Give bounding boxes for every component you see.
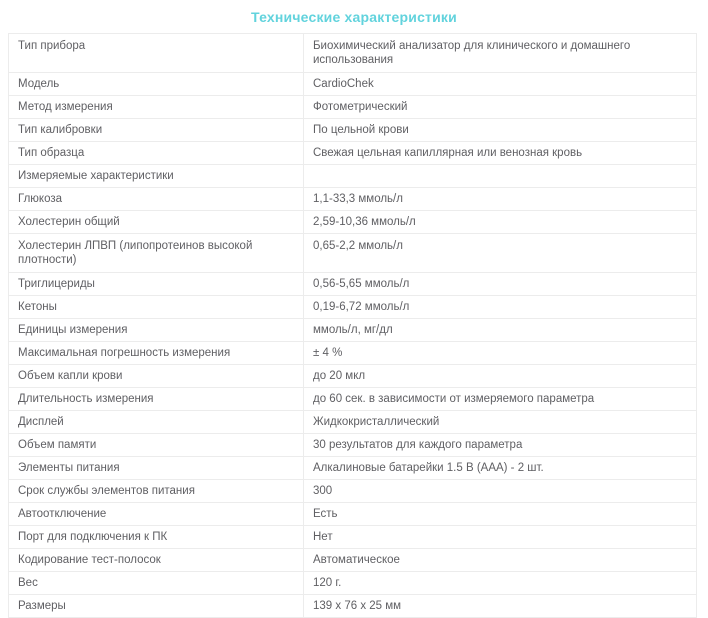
table-row (9, 388, 697, 411)
spec-table-body (9, 34, 697, 618)
spec-value-cell: 0,56-5,65 ммоль/л (304, 273, 697, 296)
spec-value-cell: CardioChek (304, 73, 697, 96)
spec-parameter-cell: Объем памяти (9, 434, 304, 457)
table-row (9, 188, 697, 211)
spec-value-cell: ± 4 % (304, 342, 697, 365)
spec-parameter-cell: Триглицериды (9, 273, 304, 296)
spec-parameter-cell: Кодирование тест-полосок (9, 549, 304, 572)
table-row (9, 526, 697, 549)
spec-value-cell: 139 x 76 x 25 мм (304, 595, 697, 618)
table-row (9, 96, 697, 119)
technical-specifications-table (8, 33, 697, 618)
spec-parameter-cell: Тип образца (9, 142, 304, 165)
table-row (9, 296, 697, 319)
table-row (9, 434, 697, 457)
table-row (9, 342, 697, 365)
spec-value-cell: Жидкокристаллический (304, 411, 697, 434)
spec-value-cell: 2,59-10,36 ммоль/л (304, 211, 697, 234)
table-row (9, 142, 697, 165)
spec-parameter-cell: Размеры (9, 595, 304, 618)
spec-parameter-cell: Тип прибора (9, 34, 304, 73)
spec-value-cell: Есть (304, 503, 697, 526)
spec-parameter-cell: Порт для подключения к ПК (9, 526, 304, 549)
page-title: Технические характеристики (251, 9, 457, 25)
spec-value-cell: Биохимический анализатор для клинического и домашнего использования (304, 34, 697, 73)
spec-value-cell: ммоль/л, мг/дл (304, 319, 697, 342)
spec-parameter-cell: Тип калибровки (9, 119, 304, 142)
spec-parameter-cell: Объем капли крови (9, 365, 304, 388)
spec-parameter-cell: Кетоны (9, 296, 304, 319)
spec-value-cell: до 60 сек. в зависимости от измеряемого параметра (304, 388, 697, 411)
spec-parameter-cell: Единицы измерения (9, 319, 304, 342)
spec-parameter-cell: Дисплей (9, 411, 304, 434)
spec-parameter-cell: Автоотключение (9, 503, 304, 526)
table-row (9, 480, 697, 503)
table-row (9, 549, 697, 572)
spec-value-cell: По цельной крови (304, 119, 697, 142)
spec-parameter-cell: Глюкоза (9, 188, 304, 211)
spec-table-container (0, 33, 708, 618)
spec-value-cell: 120 г. (304, 572, 697, 595)
table-row (9, 457, 697, 480)
spec-parameter-cell: Вес (9, 572, 304, 595)
spec-parameter-cell: Холестерин общий (9, 211, 304, 234)
spec-parameter-cell: Элементы питания (9, 457, 304, 480)
spec-value-cell: Алкалиновые батарейки 1.5 В (AAA) - 2 шт. (304, 457, 697, 480)
spec-value-cell: 0,65-2,2 ммоль/л (304, 234, 697, 273)
table-row (9, 319, 697, 342)
table-row (9, 411, 697, 434)
table-row (9, 595, 697, 618)
spec-value-cell: Нет (304, 526, 697, 549)
table-row (9, 119, 697, 142)
spec-parameter-cell: Модель (9, 73, 304, 96)
spec-value-cell (304, 165, 697, 188)
table-row (9, 34, 697, 73)
table-row (9, 273, 697, 296)
spec-value-cell: Фотометрический (304, 96, 697, 119)
table-row (9, 211, 697, 234)
table-row (9, 365, 697, 388)
spec-value-cell: 1,1-33,3 ммоль/л (304, 188, 697, 211)
spec-value-cell: Автоматическое (304, 549, 697, 572)
spec-parameter-cell: Метод измерения (9, 96, 304, 119)
table-row (9, 165, 697, 188)
table-row (9, 503, 697, 526)
spec-parameter-cell: Длительность измерения (9, 388, 304, 411)
spec-value-cell: Свежая цельная капиллярная или венозная кровь (304, 142, 697, 165)
table-row (9, 572, 697, 595)
spec-value-cell: до 20 мкл (304, 365, 697, 388)
spec-value-cell: 30 результатов для каждого параметра (304, 434, 697, 457)
spec-parameter-cell: Максимальная погрешность измерения (9, 342, 304, 365)
spec-parameter-cell: Срок службы элементов питания (9, 480, 304, 503)
spec-value-cell: 0,19-6,72 ммоль/л (304, 296, 697, 319)
spec-parameter-cell: Холестерин ЛПВП (липопротеинов высокой плотности) (9, 234, 304, 273)
spec-parameter-cell: Измеряемые характеристики (9, 165, 304, 188)
table-row (9, 73, 697, 96)
table-row (9, 234, 697, 273)
spec-value-cell: 300 (304, 480, 697, 503)
